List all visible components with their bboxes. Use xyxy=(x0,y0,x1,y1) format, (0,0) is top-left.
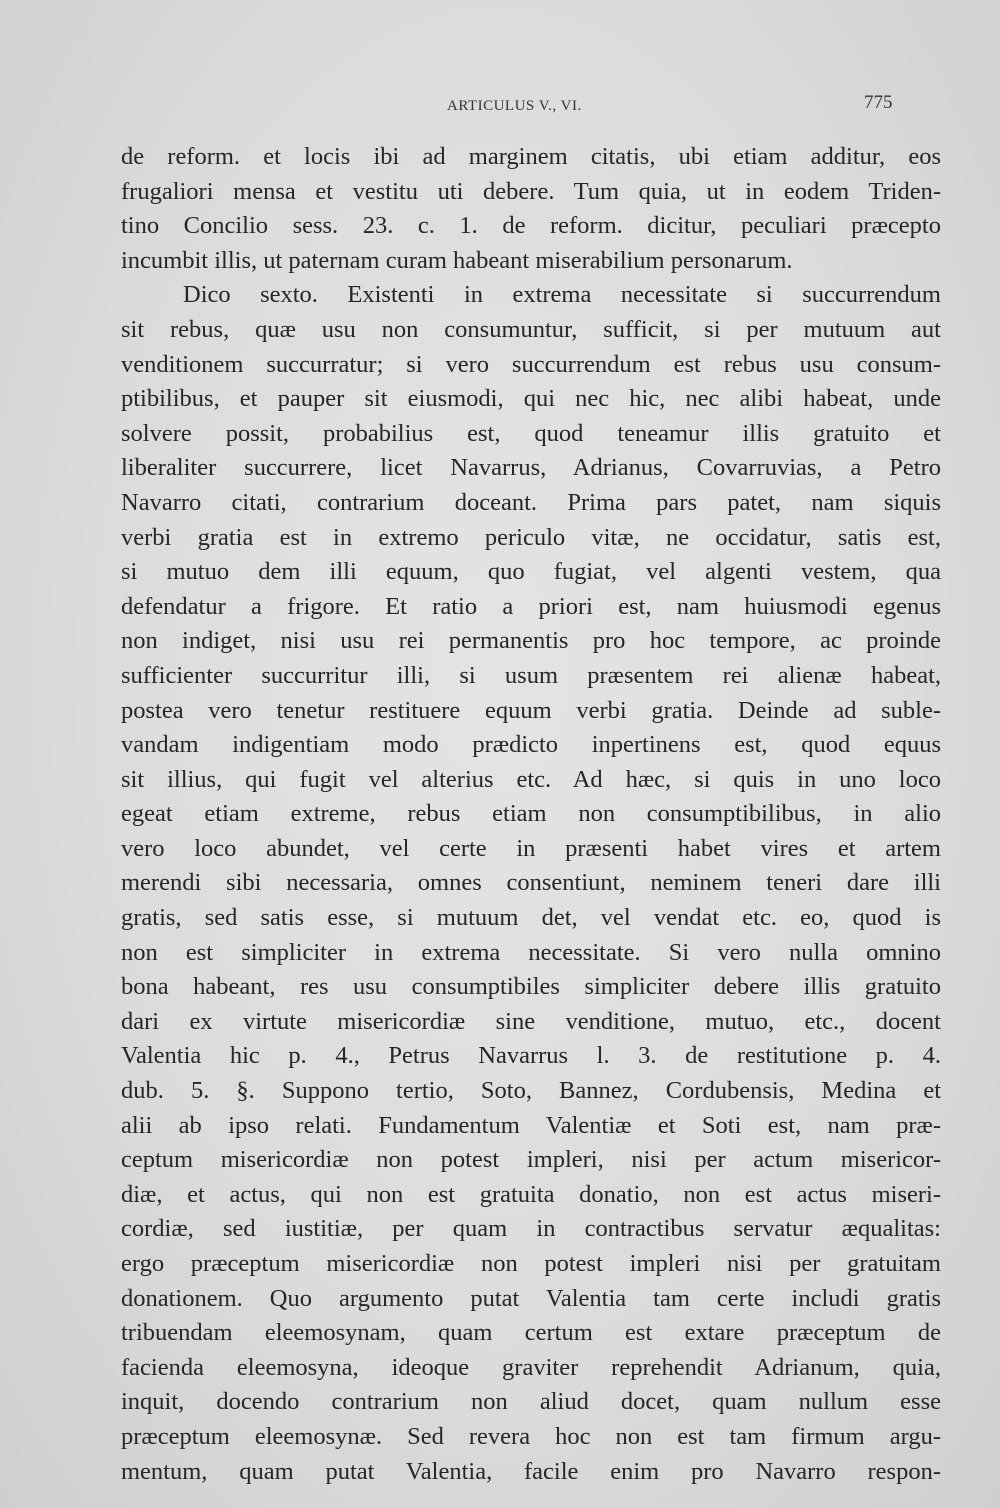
text-line: Valentia hic p. 4., Petrus Navarrus l. 3. de restitutione p. 4. xyxy=(121,1042,941,1070)
text-line: ergo præceptum misericordiæ non potest impleri nisi per gratuitam xyxy=(121,1250,941,1277)
text-line: gratis, sed satis esse, si mutuum det, vel vendat etc. eo, quod is xyxy=(121,904,941,932)
text-line: inquit, docendo contrarium non aliud docet, quam nullum esse xyxy=(121,1388,941,1416)
text-line: sit rebus, quæ usu non consumuntur, sufficit, si per mutuum aut xyxy=(121,315,941,343)
text-line: Navarro citati, contrarium doceant. Prima pars patet, nam siquis xyxy=(121,488,941,516)
text-line: mentum, quam putat Valentia, facile enim pro Navarro respon- xyxy=(121,1457,941,1485)
body-text xyxy=(121,140,941,1489)
text-line: defendatur a frigore. Et ratio a priori est, nam huiusmodi egenus xyxy=(121,592,941,620)
text-line: liberaliter succurrere, licet Navarrus, Adrianus, Covarruvias, a Petro xyxy=(121,454,941,482)
text-line: tino Concilio sess. 23. c. 1. de reform. dicitur, peculiari præcepto xyxy=(121,212,941,240)
text-line: sufficienter succurritur illi, si usum præsentem rei alienæ habeat, xyxy=(121,661,941,689)
page-number: 775 xyxy=(864,92,893,113)
text-line: frugaliori mensa et vestitu uti debere. Tum quia, ut in eodem Triden- xyxy=(121,177,941,205)
text-line: diæ, et actus, qui non est gratuita donatio, non est actus miseri- xyxy=(121,1180,941,1208)
text-line: dub. 5. §. Suppono tertio, Soto, Bannez, Cordubensis, Medina et xyxy=(121,1077,941,1105)
text-line: bona habeant, res usu consumptibiles simpliciter debere illis gratuito xyxy=(121,973,941,1001)
text-line: non est simpliciter in extrema necessitate. Si vero nulla omnino xyxy=(121,938,941,966)
text-line: si mutuo dem illi equum, quo fugiat, vel algenti vestem, qua xyxy=(121,558,941,586)
text-line: Dico sexto. Existenti in extrema necessitate si succurrendum xyxy=(183,281,941,309)
text-line: cordiæ, sed iustitiæ, per quam in contractibus servatur æqualitas: xyxy=(121,1215,941,1243)
text-line: postea vero tenetur restituere equum verbi gratia. Deinde ad suble- xyxy=(121,696,941,724)
text-line: vandam indigentiam modo prædicto inpertinens est, quod equus xyxy=(121,731,941,759)
text-line: sit illius, qui fugit vel alterius etc. Ad hæc, si quis in uno loco xyxy=(121,765,941,793)
text-line: merendi sibi necessaria, omnes consentiunt, neminem teneri dare illi xyxy=(121,869,941,897)
text-line: præceptum eleemosynæ. Sed revera hoc non est tam firmum argu- xyxy=(121,1422,941,1450)
running-head-title: ARTICULUS V., VI. xyxy=(447,98,582,114)
text-line: alii ab ipso relati. Fundamentum Valentiæ et Soti est, nam præ- xyxy=(121,1111,941,1139)
text-line: incumbit illis, ut paternam curam habeant miserabilium personarum. xyxy=(121,246,793,274)
text-line: facienda eleemosyna, ideoque graviter reprehendit Adrianum, quia, xyxy=(121,1353,941,1381)
text-line: tribuendam eleemosynam, quam certum est extare præceptum de xyxy=(121,1319,941,1347)
text-line: donationem. Quo argumento putat Valentia tam certe includi gratis xyxy=(121,1284,941,1312)
text-line: vero loco abundet, vel certe in præsenti habet vires et artem xyxy=(121,834,941,862)
text-line: dari ex virtute misericordiæ sine venditione, mutuo, etc., docent xyxy=(121,1007,941,1035)
text-line: non indiget, nisi usu rei permanentis pro hoc tempore, ac proinde xyxy=(121,627,941,655)
text-line: de reform. et locis ibi ad marginem citatis, ubi etiam additur, eos xyxy=(121,143,941,170)
text-line: venditionem succurratur; si vero succurrendum est rebus usu consum- xyxy=(121,350,941,378)
text-line: egeat etiam extreme, rebus etiam non consumptibilibus, in alio xyxy=(121,800,941,828)
text-line: solvere possit, probabilius est, quod teneamur illis gratuito et xyxy=(121,419,941,447)
text-line: ceptum misericordiæ non potest impleri, nisi per actum misericor- xyxy=(121,1146,941,1174)
text-line: ptibilibus, et pauper sit eiusmodi, qui nec hic, nec alibi habeat, unde xyxy=(121,385,941,413)
running-head xyxy=(0,92,1000,122)
text-line: verbi gratia est in extremo periculo vitæ, ne occidatur, satis est, xyxy=(121,523,941,551)
